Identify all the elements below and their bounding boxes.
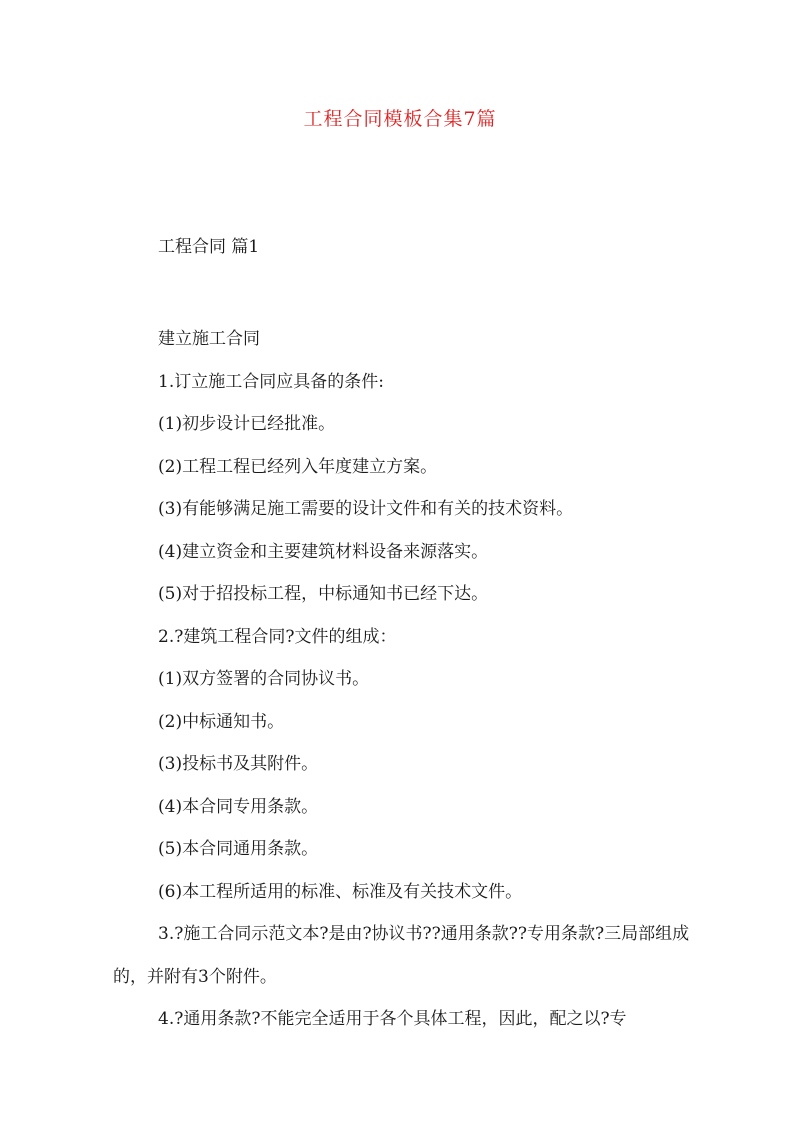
paragraph: (2)中标通知书。: [158, 711, 285, 732]
paragraph: (4)建立资金和主要建筑材料设备来源落实。: [158, 541, 489, 562]
paragraph: (4)本合同专用条款。: [158, 796, 319, 817]
paragraph: 1.订立施工合同应具备的条件:: [158, 371, 384, 392]
document-title: 工程合同模板合集7篇: [303, 108, 497, 130]
document-body: [113, 318, 698, 1041]
paragraph: 建立施工合同: [158, 329, 260, 349]
paragraph: (5)对于招投标工程，中标通知书已经下达。: [158, 584, 489, 604]
paragraph: (5)本合同通用条款。: [158, 839, 319, 859]
paragraph: (1)双方签署的合同协议书。: [158, 669, 370, 689]
paragraph: (1)初步设计已经批准。: [158, 414, 336, 434]
section-heading: 工程合同 篇1: [158, 237, 260, 257]
paragraph: (3)投标书及其附件。: [158, 754, 319, 774]
paragraph: (2)工程工程已经列入年度建立方案。: [158, 456, 438, 477]
paragraph: 3.?施工合同示范文本?是由?协议书??通用条款??专用条款?三局部组成的，并附有3个附件。: [113, 924, 690, 987]
paragraph: 4.?通用条款?不能完全适用于各个具体工程，因此，配之以?专: [158, 1009, 627, 1029]
paragraph: (3)有能够满足施工需要的设计文件和有关的技术资料。: [158, 499, 574, 519]
paragraph: 2.?建筑工程合同?文件的组成：: [158, 626, 397, 647]
paragraph: (6)本工程所适用的标准、标准及有关技术文件。: [158, 881, 523, 902]
